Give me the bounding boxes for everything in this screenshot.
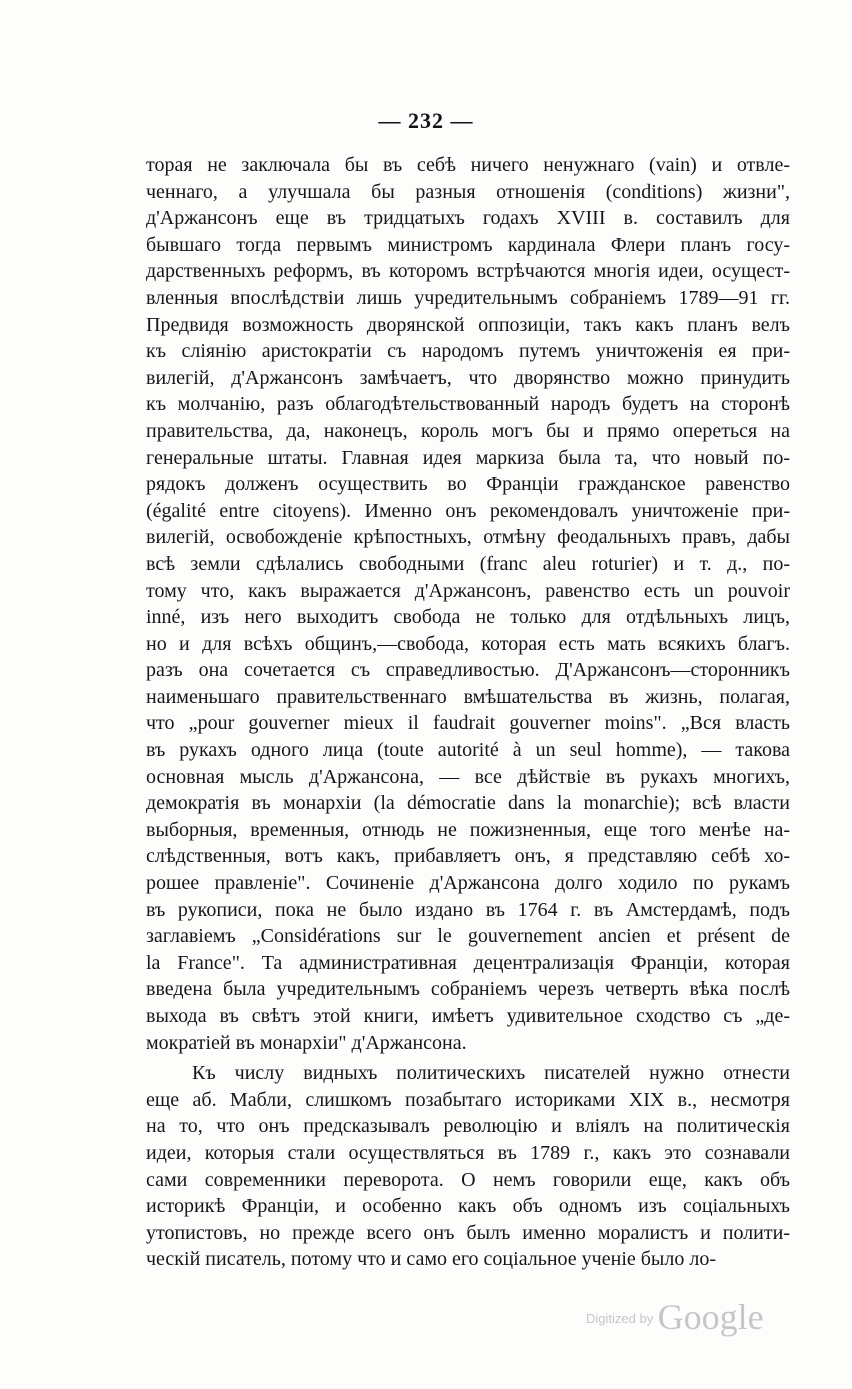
text-line: демократія въ монархіи (la démocratie dans la monarchie); всѣ власти: [146, 792, 790, 815]
text-line: что „pour gouverner mieux il faudrait gouverner moins". „Вся власть: [146, 712, 790, 735]
text-line: сами современники переворота. О немъ говорили еще, какъ объ: [146, 1168, 790, 1191]
text-line: Къ числу видныхъ политическихъ писателей нужно отнести: [192, 1062, 790, 1085]
text-line: мократіей въ монархіи" д'Аржансона.: [146, 1031, 467, 1054]
text-line: вленныя впослѣдствіи лишь учредительнымъ собраніемъ 1789—91 гг.: [146, 286, 790, 309]
text-line: (égalité entre citoyens). Именно онъ рекомендовалъ уничтоженіе при-: [146, 499, 790, 522]
text-line: вилегій, освобожденіе крѣпостныхъ, отмѣну феодальныхъ правъ, дабы: [146, 526, 790, 549]
text-line: идеи, которыя стали осуществляться въ 1789 г., какъ это сознавали: [146, 1141, 790, 1164]
paragraph: [146, 152, 790, 1056]
google-logo: Google: [657, 1297, 764, 1337]
text-line: тому что, какъ выражается д'Аржансонъ, равенство есть un pouvoir: [146, 579, 790, 602]
text-line: основная мысль д'Аржансона, — все дѣйствіе въ рукахъ многихъ,: [146, 765, 790, 788]
text-line: разъ она сочетается съ справедливостью. Д'Аржансонъ—сторонникъ: [146, 659, 790, 682]
text-line: но и для всѣхъ общинъ,—свобода, которая есть мать всякихъ благъ.: [146, 632, 790, 655]
text-line: рошее правленіе". Сочиненіе д'Аржансона долго ходило по рукамъ: [146, 872, 790, 895]
text-line: въ рукахъ одного лица (toute autorité à un seul homme), — такова: [146, 739, 790, 762]
text-line: дарственныхъ реформъ, въ которомъ встрѣчаются многія идеи, осущест-: [146, 260, 790, 283]
text-line: еще аб. Мабли, слишкомъ позабытаго историками XIX в., несмотря: [146, 1088, 790, 1111]
text-line: выхода въ свѣтъ этой книги, имѣетъ удивительное сходство съ „де-: [146, 1005, 790, 1027]
text-line: д'Аржансонъ еще въ тридцатыхъ годахъ XVIII в. составилъ для: [146, 207, 790, 230]
text-line: правительства, да, наконецъ, король могъ бы и прямо опереться на: [146, 419, 790, 442]
paragraph: [146, 1060, 790, 1273]
text-line: къ сліянію аристократіи съ народомъ путемъ уничтоженія ея при-: [146, 340, 790, 363]
text-line: въ рукописи, пока не было издано въ 1764 г. въ Амстердамѣ, подъ: [146, 898, 790, 921]
page-number: — 232 —: [378, 108, 474, 133]
text-line: бывшаго тогда первымъ министромъ кардинала Флери планъ госу-: [146, 233, 790, 256]
text-line: введена была учредительнымъ собраніемъ черезъ четверть вѣка послѣ: [146, 978, 790, 1001]
text-line: inné, изъ него выходитъ свобода не только для отдѣльныхъ лицъ,: [146, 606, 790, 629]
text-line: историкѣ Франціи, и особенно какъ объ одномъ изъ соціальныхъ: [146, 1195, 790, 1218]
text-line: la France". Та административная децентрализація Франціи, которая: [146, 951, 790, 974]
scan-corner-mark: [824, 0, 844, 22]
text-line: слѣдственныя, вотъ какъ, прибавляетъ онъ, я представляю себѣ хо-: [146, 845, 790, 868]
text-line: утопистовъ, но прежде всего онъ былъ именно моралистъ и полити-: [146, 1221, 790, 1244]
watermark-prefix: Digitized by: [586, 1311, 654, 1326]
text-line: вилегій, д'Аржансонъ замѣчаетъ, что дворянство можно принудить: [146, 366, 790, 389]
text-line: торая не заключала бы въ себѣ ничего ненужнаго (vain) и отвле-: [146, 154, 790, 176]
text-line: всѣ земли сдѣлались свободными (franc aleu roturier) и т. д., по-: [146, 552, 790, 575]
text-line: генеральные штаты. Главная идея маркиза была та, что новый по-: [146, 446, 790, 469]
text-line: къ молчанію, разъ облагодѣтельствованный народъ будетъ на сторонѣ: [146, 393, 790, 416]
text-line: Предвидя возможность дворянской оппозиціи, такъ какъ планъ велъ: [146, 313, 790, 336]
text-line: на то, что онъ предсказывалъ революцію и вліялъ на политическія: [146, 1115, 790, 1138]
text-line: ческій писатель, потому что и само его соціальное ученіе было ло-: [146, 1248, 716, 1271]
text-line: выборныя, временныя, отнюдь не пожизненныя, еще того менѣе на-: [146, 818, 790, 841]
text-line: наименьшаго правительственнаго вмѣшательства въ жизнь, полагая,: [146, 685, 790, 708]
digitized-by-google-watermark: [586, 1296, 764, 1338]
text-line: заглавіемъ „Considérations sur le gouvernement ancien et présent de: [146, 925, 790, 948]
text-line: ченнаго, а улучшала бы разныя отношенія (conditions) жизни",: [146, 180, 790, 203]
body-text: [146, 152, 790, 1273]
text-line: рядокъ долженъ осуществить во Франціи гражданское равенство: [146, 473, 790, 496]
